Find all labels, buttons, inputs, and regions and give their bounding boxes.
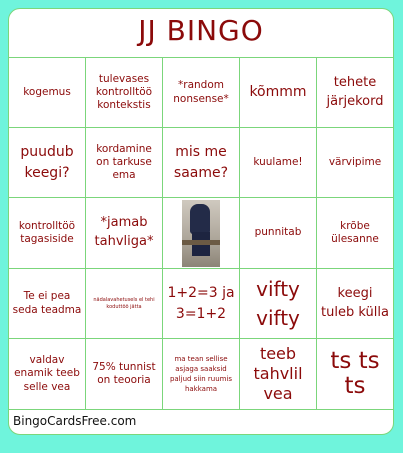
- footer-credit: BingoCardsFree.com: [13, 414, 137, 428]
- bingo-cell[interactable]: puudub keegi?: [9, 128, 86, 198]
- bingo-cell[interactable]: punnitab: [240, 198, 317, 269]
- bingo-cell[interactable]: vifty vifty: [240, 269, 317, 339]
- center-photo: [182, 200, 220, 267]
- bingo-cell[interactable]: *jamab tahvliga*: [86, 198, 163, 269]
- bingo-cell[interactable]: *random nonsense*: [163, 58, 240, 128]
- bingo-cell[interactable]: teeb tahvlil vea: [240, 339, 317, 410]
- bingo-cell[interactable]: mis me saame?: [163, 128, 240, 198]
- bingo-cell[interactable]: ts ts ts: [317, 339, 393, 410]
- bingo-cell[interactable]: tehete järjekord: [317, 58, 393, 128]
- bingo-cell[interactable]: 1+2=3 ja 3=1+2: [163, 269, 240, 339]
- bingo-cell-free-space[interactable]: [163, 198, 240, 269]
- bingo-cell[interactable]: nädalavahetusels el tehi koduttöö jätta: [86, 269, 163, 339]
- bingo-cell[interactable]: 75% tunnist on teooria: [86, 339, 163, 410]
- desk-shape: [182, 240, 220, 245]
- bingo-cell[interactable]: Te ei pea seda teadma: [9, 269, 86, 339]
- bingo-cell[interactable]: värvipime: [317, 128, 393, 198]
- bingo-cell[interactable]: keegi tuleb külla: [317, 269, 393, 339]
- bingo-cell[interactable]: kogemus: [9, 58, 86, 128]
- bingo-cell[interactable]: kordamine on tarkuse ema: [86, 128, 163, 198]
- bingo-card: [8, 8, 394, 435]
- bingo-cell[interactable]: valdav enamik teeb selle vea: [9, 339, 86, 410]
- bingo-cell[interactable]: tulevases kontrolltöö kontekstis: [86, 58, 163, 128]
- bingo-cell[interactable]: ma tean sellise asjaga saaksid paljud siin ruumis hakkama: [163, 339, 240, 410]
- bingo-cell[interactable]: krõbe ülesanne: [317, 198, 393, 269]
- card-title: JJ BINGO: [138, 14, 264, 47]
- person-figure: [190, 204, 210, 234]
- bingo-cell[interactable]: kontrolltöö tagasiside: [9, 198, 86, 269]
- bingo-cell[interactable]: kuulame!: [240, 128, 317, 198]
- bingo-cell[interactable]: kõmmm: [240, 58, 317, 128]
- bingo-grid: [9, 57, 393, 409]
